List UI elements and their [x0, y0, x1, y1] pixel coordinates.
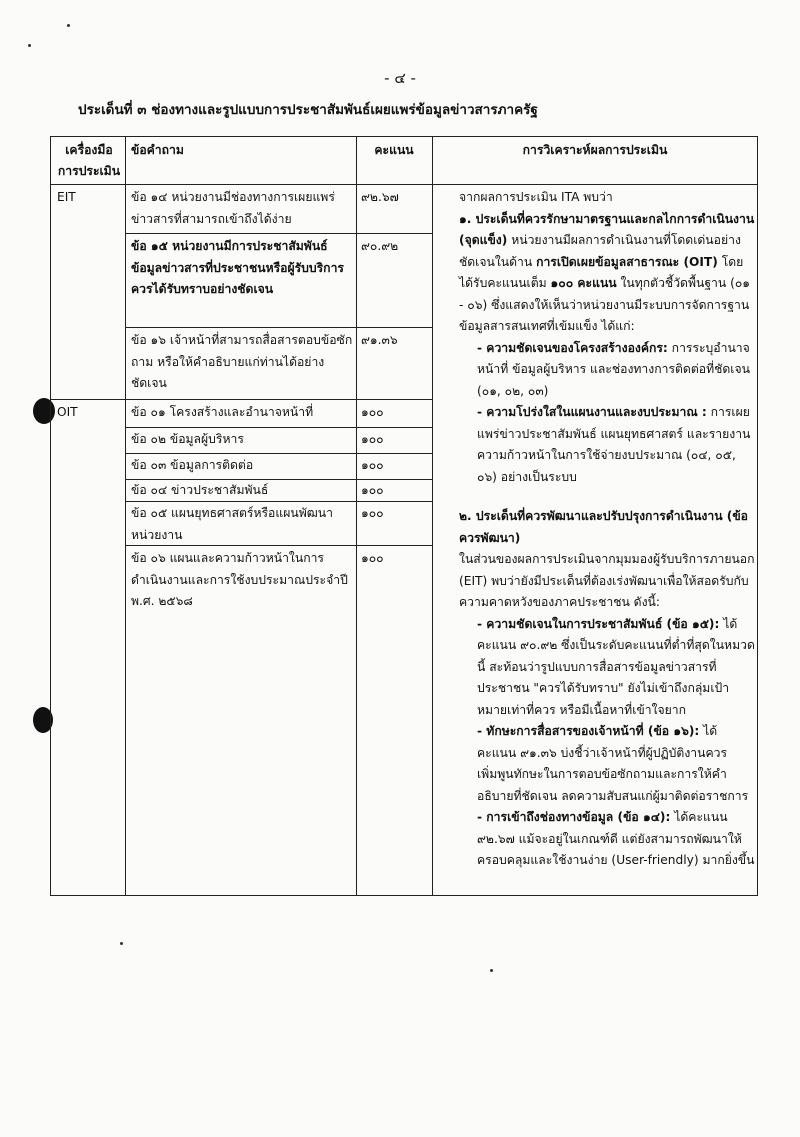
- table-row-question: ข้อ ๐๔ ข่าวประชาสัมพันธ์: [131, 483, 269, 497]
- bullet-heading: - ทักษะการสื่อสารของเจ้าหน้าที่ (ข้อ ๑๖):: [477, 724, 700, 738]
- table-row-question: ข้อ ๑๕ หน่วยงานมีการประชาสัมพันธ์ข้อมูลข่าวสารที่ประชาชนหรือผู้รับบริการควรได้รับทราบอย่างชัดเจน: [131, 239, 344, 296]
- table-row-score: ๙๐.๙๒: [361, 239, 399, 253]
- strength-bold: การเปิดเผยข้อมูลสาธารณะ (OIT): [536, 254, 718, 269]
- bullet-text: การเผยแพร่ข่าวประชาสัมพันธ์ แผนยุทธศาสตร์ และรายงานความก้าวหน้าในการใช้จ่ายงบประมาณ (๐๔, ๐๕, ๐๖) อย่างเป็นระบบ: [477, 405, 751, 484]
- table-row-score: ๑๐๐: [361, 506, 384, 520]
- tool-oit: OIT: [57, 405, 78, 419]
- bullet-text: ได้คะแนน ๙๑.๓๖ บ่งชี้ว่าเจ้าหน้าที่ผู้ปฏิบัติงานควรเพิ่มพูนทักษะในการตอบข้อซักถามและการให้คำอธิบายที่ชัดเจน ลดความสับสนแก่ผู้มาติดต่อราชการ: [477, 724, 749, 803]
- table-row-score: ๙๒.๖๗: [361, 190, 399, 204]
- strength-text: ในทุกตัวชี้วัดพื้นฐาน (๐๑ - ๐๖) ซึ่งแสดงให้เห็นว่าหน่วยงานมีระบบการจัดการฐานข้อมูลสารสนเทศที่เข้มแข็ง ได้แก่:: [459, 276, 751, 333]
- table-row-question: ข้อ ๐๖ แผนและความก้าวหน้าในการดำเนินงานและการใช้งบประมาณประจำปี พ.ศ. ๒๕๖๘: [131, 551, 348, 608]
- header-score: คะแนน: [374, 143, 414, 157]
- bullet-heading: - ความชัดเจนของโครงสร้างองค์กร:: [477, 340, 668, 355]
- table-row-score: ๙๑.๓๖: [361, 333, 398, 347]
- evaluation-table: [50, 136, 758, 896]
- analysis-intro: จากผลการประเมิน ITA พบว่า: [459, 190, 613, 204]
- bullet-text: ได้คะแนน ๙๒.๖๗ แม้จะอยู่ในเกณฑ์ดี แต่ยังสามารถพัฒนาให้ครอบคลุมและใช้งานง่าย (User-friendly) มากยิ่งขึ้น: [477, 810, 755, 867]
- strength-bold: ๑๐๐ คะแนน: [550, 276, 617, 290]
- speck: [120, 942, 123, 945]
- table-row-score: ๑๐๐: [361, 458, 384, 472]
- improve-text: ในส่วนของผลการประเมินจากมุมมองผู้รับบริการภายนอก (EIT) พบว่ายังมีประเด็นที่ต้องเร่งพัฒนาเพื่อให้สอดรับกับความคาดหวังของภาคประชาชน ดังนี้:: [459, 552, 755, 609]
- speck: [490, 969, 493, 972]
- header-analysis: การวิเคราะห์ผลการประเมิน: [522, 143, 668, 157]
- header-question: ข้อคำถาม: [131, 143, 184, 157]
- table-row-question: ข้อ ๐๕ แผนยุทธศาสตร์หรือแผนพัฒนาหน่วยงาน: [131, 506, 333, 542]
- table-row-score: ๑๐๐: [361, 551, 384, 565]
- table-row-score: ๑๐๐: [361, 432, 384, 446]
- tool-eit: EIT: [57, 190, 76, 204]
- improve-heading: ๒. ประเด็นที่ควรพัฒนาและปรับปรุงการดำเนินงาน (ข้อควรพัฒนา): [459, 509, 749, 545]
- table-row-question: ข้อ ๐๑ โครงสร้างและอำนาจหน้าที่: [131, 405, 314, 419]
- speck: [67, 24, 70, 27]
- table-row-question: ข้อ ๑๖ เจ้าหน้าที่สามารถสื่อสารตอบข้อซักถาม หรือให้คำอธิบายแก่ท่านได้อย่างชัดเจน: [131, 333, 353, 390]
- bullet-text: ได้คะแนน ๙๐.๙๒ ซึ่งเป็นระดับคะแนนที่ต่ำที่สุดในหมวดนี้ สะท้อนว่ารูปแบบการสื่อสารข้อมูลข่าวสารที่ประชาชน "ควรได้รับทราบ" ยังไม่เข้าถึงกลุ่มเป้าหมายเท่าที่ควร หรือมีเนื้อหาที่เข้าใจยาก: [477, 616, 755, 717]
- table-row-question: ข้อ ๐๒ ข้อมูลผู้บริหาร: [131, 432, 244, 446]
- strength-heading: ๑. ประเด็นที่ควรรักษามาตรฐานและกลไกการดำเนินงาน (จุดแข็ง): [459, 211, 755, 247]
- header-tool: เครื่องมือการประเมิน: [57, 143, 121, 178]
- analysis-text: [437, 187, 755, 872]
- table-row-score: ๑๐๐: [361, 483, 384, 497]
- page-number: - ๔ -: [384, 69, 416, 87]
- bullet-text: การระบุอำนาจหน้าที่ ข้อมูลผู้บริหาร และช่องทางการติดต่อที่ชัดเจน (๐๑, ๐๒, ๐๓): [477, 340, 750, 398]
- table-row-score: ๑๐๐: [361, 405, 384, 419]
- table-row-question: ข้อ ๐๓ ข้อมูลการติดต่อ: [131, 458, 254, 472]
- section-title: ประเด็นที่ ๓ ช่องทางและรูปแบบการประชาสัมพันธ์เผยแพร่ข้อมูลข่าวสารภาครัฐ: [78, 102, 538, 118]
- speck: [28, 44, 31, 47]
- strength-text: โดยได้รับคะแนนเต็ม: [459, 254, 744, 290]
- strength-text: หน่วยงานมีผลการดำเนินงานที่โดดเด่นอย่างชัดเจนในด้าน: [459, 233, 741, 269]
- bullet-heading: - ความโปร่งใสในแผนงานและงบประมาณ :: [477, 405, 707, 419]
- bullet-heading: - การเข้าถึงช่องทางข้อมูล (ข้อ ๑๔):: [477, 810, 671, 824]
- bullet-heading: - ความชัดเจนในการประชาสัมพันธ์ (ข้อ ๑๕):: [477, 616, 720, 631]
- table-row-question: ข้อ ๑๔ หน่วยงานมีช่องทางการเผยแพร่ข่าวสารที่สามารถเข้าถึงได้ง่าย: [131, 190, 335, 226]
